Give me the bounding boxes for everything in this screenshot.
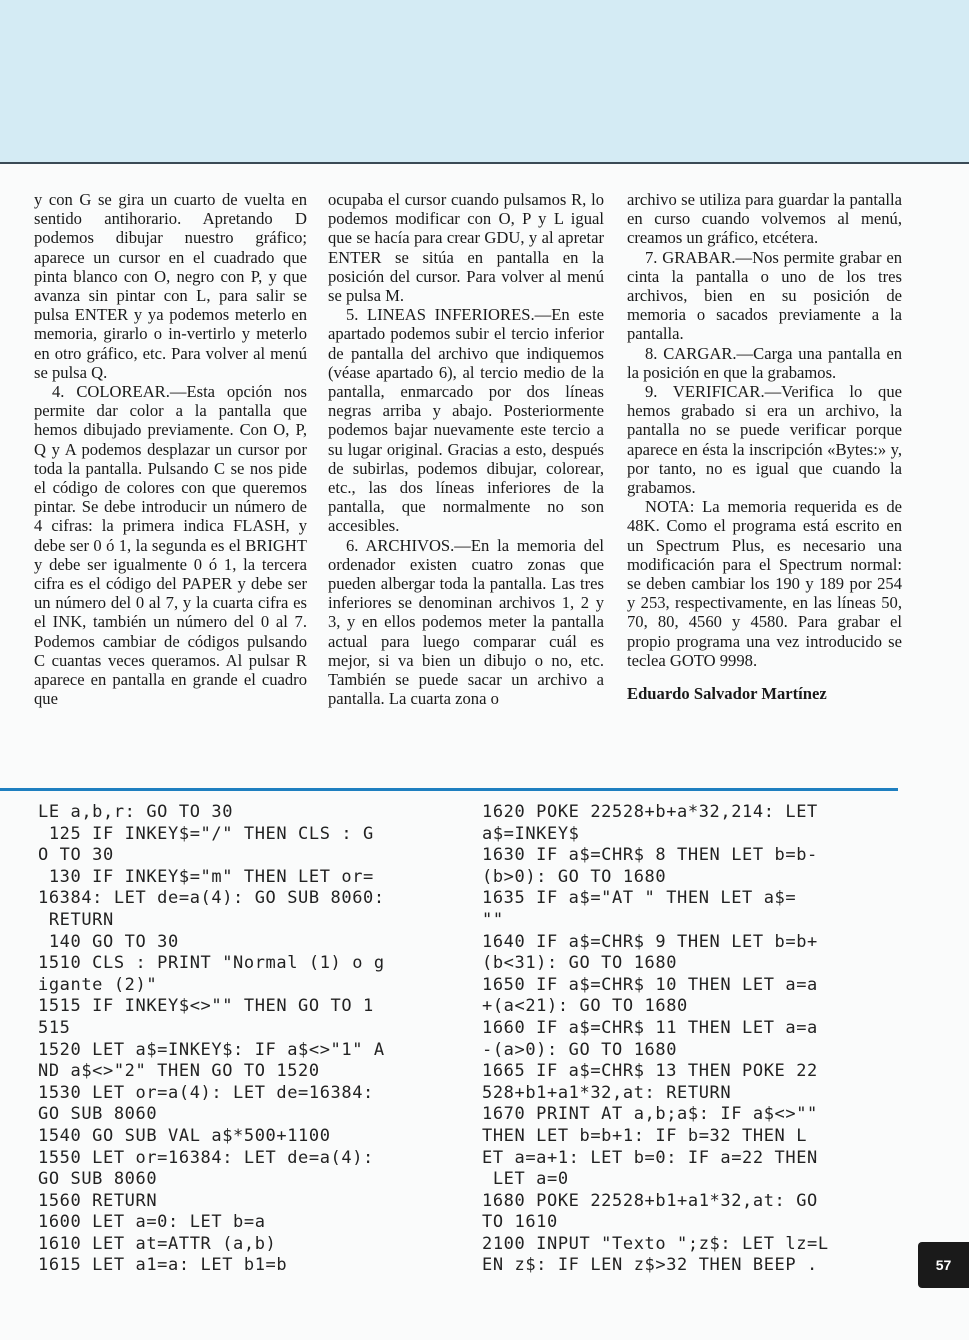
paragraph: 8. CARGAR.—Carga una pantalla en la posición en que la grabamos. <box>627 343 902 382</box>
text-column-3 <box>627 190 902 703</box>
code-line: 1640 IF a$=CHR$ 9 THEN LET b=b+ <box>482 931 818 952</box>
code-line: 1520 LET a$=INKEY$: IF a$<>"1" A <box>38 1039 385 1060</box>
text-column-1 <box>34 190 307 708</box>
code-line: 515 <box>38 1017 71 1038</box>
paragraph: 9. VERIFICAR.—Verifica lo que hemos grabado si era un archivo, la pantalla no se puede verificar porque aparece en ésta la inscripción «Bytes:» y, por tanto, no es igual que cuando la grabamos. <box>627 382 902 498</box>
code-listing-left <box>38 802 458 1277</box>
code-line: TO 1610 <box>482 1212 558 1233</box>
code-line: (b<31): GO TO 1680 <box>482 953 678 974</box>
page-number-tab <box>918 1242 969 1288</box>
code-line: -(a>0): GO TO 1680 <box>482 1039 678 1060</box>
code-line: 1630 IF a$=CHR$ 8 THEN LET b=b- <box>482 845 818 866</box>
code-line: 1510 CLS : PRINT "Normal (1) o g <box>38 953 385 974</box>
code-line: igante (2)" <box>38 974 158 995</box>
code-divider-rule <box>0 788 898 791</box>
code-line: EN z$: IF LEN z$>32 THEN BEEP . <box>482 1255 818 1276</box>
top-color-band <box>0 0 969 163</box>
code-line: RETURN <box>38 909 114 930</box>
code-line: THEN LET b=b+1: IF b=32 THEN L <box>482 1125 808 1146</box>
author-name: Eduardo Salvador Martínez <box>627 684 827 704</box>
code-line: 1540 GO SUB VAL a$*500+1100 <box>38 1125 331 1146</box>
code-line: GO SUB 8060 <box>38 1104 158 1125</box>
code-line: 2100 INPUT "Texto ";z$: LET lz=L <box>482 1233 829 1254</box>
code-line: 125 IF INKEY$="/" THEN CLS : G <box>38 823 374 844</box>
code-line: 140 GO TO 30 <box>38 931 179 952</box>
code-line: 16384: LET de=a(4): GO SUB 8060: <box>38 888 385 909</box>
code-listing-right <box>482 802 902 1277</box>
code-line: 1635 IF a$="AT " THEN LET a$= <box>482 888 797 909</box>
code-line: "" <box>482 909 504 930</box>
top-rule <box>0 162 969 164</box>
paragraph: 4. COLOREAR.—Esta opción nos permite dar color a la pantalla que hemos dibujado previamente. Con O, P, Q y A podemos desplazar un cursor por toda la pantalla. Pulsando C se nos pide el código de colores con que queremos pintar. Se debe introducir un número de 4 cifras: la primera indica FLASH, y debe ser 0 ó 1, la segunda es el BRIGHT y debe ser igualmente 0 ó 1, la tercera cifra es el código del PAPER y debe ser un número del 0 al 7, y la cuarta cifra es el INK, también un número del 0 al 7. Podemos cambiar de códigos pulsando C cuantas veces queramos. Al pulsar R aparece en pantalla en grande el cuadro que <box>34 382 307 709</box>
code-line: 1550 LET or=16384: LET de=a(4): <box>38 1147 374 1168</box>
code-line: LET a=0 <box>482 1169 569 1190</box>
code-line: LE a,b,r: GO TO 30 <box>38 802 234 822</box>
paragraph: 7. GRABAR.—Nos permite grabar en cinta la pantalla o uno de los tres archivos, bien en su posición de memoria o sacados previamente a la pantalla. <box>627 247 902 344</box>
code-line: 1680 POKE 22528+b1+a1*32,at: GO <box>482 1190 818 1211</box>
code-line: 130 IF INKEY$="m" THEN LET or= <box>38 866 374 887</box>
code-line: GO SUB 8060 <box>38 1169 158 1190</box>
paragraph: NOTA: La memoria requerida es de 48K. Como el programa está escrito en un Spectrum Plus, es necesario una modificación para el Spectrum normal: se deben cambiar los 190 y 189 por 254 y 253, respectivamente, en las líneas 50, 70, 80, 4560 y 4580. Para grabar el propio programa una vez introducido se teclea GOTO 9998. <box>627 497 902 670</box>
code-line: +(a<21): GO TO 1680 <box>482 996 688 1017</box>
paragraph: 6. ARCHIVOS.—En la memoria del ordenador existen cuatro zonas que pueden albergar toda la pantalla. Las tres inferiores se denominan archivos 1, 2 y 3, y en ellos podemos meter la pantalla actual para luego comparar cuál es mejor, si va bien un dibujo o no, etc. También se puede sacar un archivo a pantalla. La cuarta zona o <box>328 535 604 709</box>
code-line: ND a$<>"2" THEN GO TO 1520 <box>38 1061 320 1082</box>
code-line: 1530 LET or=a(4): LET de=16384: <box>38 1082 374 1103</box>
code-line: 1600 LET a=0: LET b=a <box>38 1212 266 1233</box>
code-line: ET a=a+1: LET b=0: IF a=22 THEN <box>482 1147 818 1168</box>
code-line: 1515 IF INKEY$<>"" THEN GO TO 1 <box>38 996 374 1017</box>
paragraph: 5. LINEAS INFERIORES.—En este apartado podemos subir el tercio inferior de pantalla del archivo que indiquemos (véase apartado 6), al tercio medio de la pantalla, enmarcado por dos líneas negras arriba y abajo. Posteriormente podemos bajar nuevamente este tercio a su lugar original. Gracias a esto, después de subirlas, podemos dibujar, colorear, etc., las dos líneas inferiores de la pantalla, que normalmente no son accesibles. <box>328 305 604 536</box>
code-line: 1610 LET at=ATTR (a,b) <box>38 1233 277 1254</box>
code-line: 1560 RETURN <box>38 1190 158 1211</box>
code-line: O TO 30 <box>38 845 114 866</box>
code-line: 1615 LET a1=a: LET b1=b <box>38 1255 288 1276</box>
code-line: (b>0): GO TO 1680 <box>482 866 667 887</box>
code-line: a$=INKEY$ <box>482 823 580 844</box>
code-line: 1650 IF a$=CHR$ 10 THEN LET a=a <box>482 974 818 995</box>
code-line: 528+b1+a1*32,at: RETURN <box>482 1082 732 1103</box>
paragraph: y con G se gira un cuarto de vuelta en sentido antihorario. Apretando D podemos dibujar nuestro gráfico; aparece un cursor en el cuadrado que pinta blanco con O, negro con P, y que avanza sin pintar con L, para salir se pulsa ENTER y ya podemos meterlo en memoria, girarlo o in-vertirlo y meterlo en otro gráfico, etc. Para volver al menú se pulsa Q. <box>34 190 307 382</box>
code-line: 1620 POKE 22528+b+a*32,214: LET <box>482 802 818 822</box>
page-number: 57 <box>935 1257 952 1273</box>
paragraph: ocupaba el cursor cuando pulsamos R, lo podemos modificar con O, P y L igual que se hacía para crear GDU, y al apretar ENTER se sitúa en pantalla en la posición del cursor. Para volver al menú se pulsa M. <box>328 190 604 306</box>
code-line: 1660 IF a$=CHR$ 11 THEN LET a=a <box>482 1017 818 1038</box>
text-column-2 <box>328 190 604 708</box>
code-line: 1670 PRINT AT a,b;a$: IF a$<>"" <box>482 1104 818 1125</box>
paragraph: archivo se utiliza para guardar la pantalla en curso cuando volvemos al menú, creamos un gráfico, etcétera. <box>627 190 902 248</box>
code-line: 1665 IF a$=CHR$ 13 THEN POKE 22 <box>482 1061 818 1082</box>
